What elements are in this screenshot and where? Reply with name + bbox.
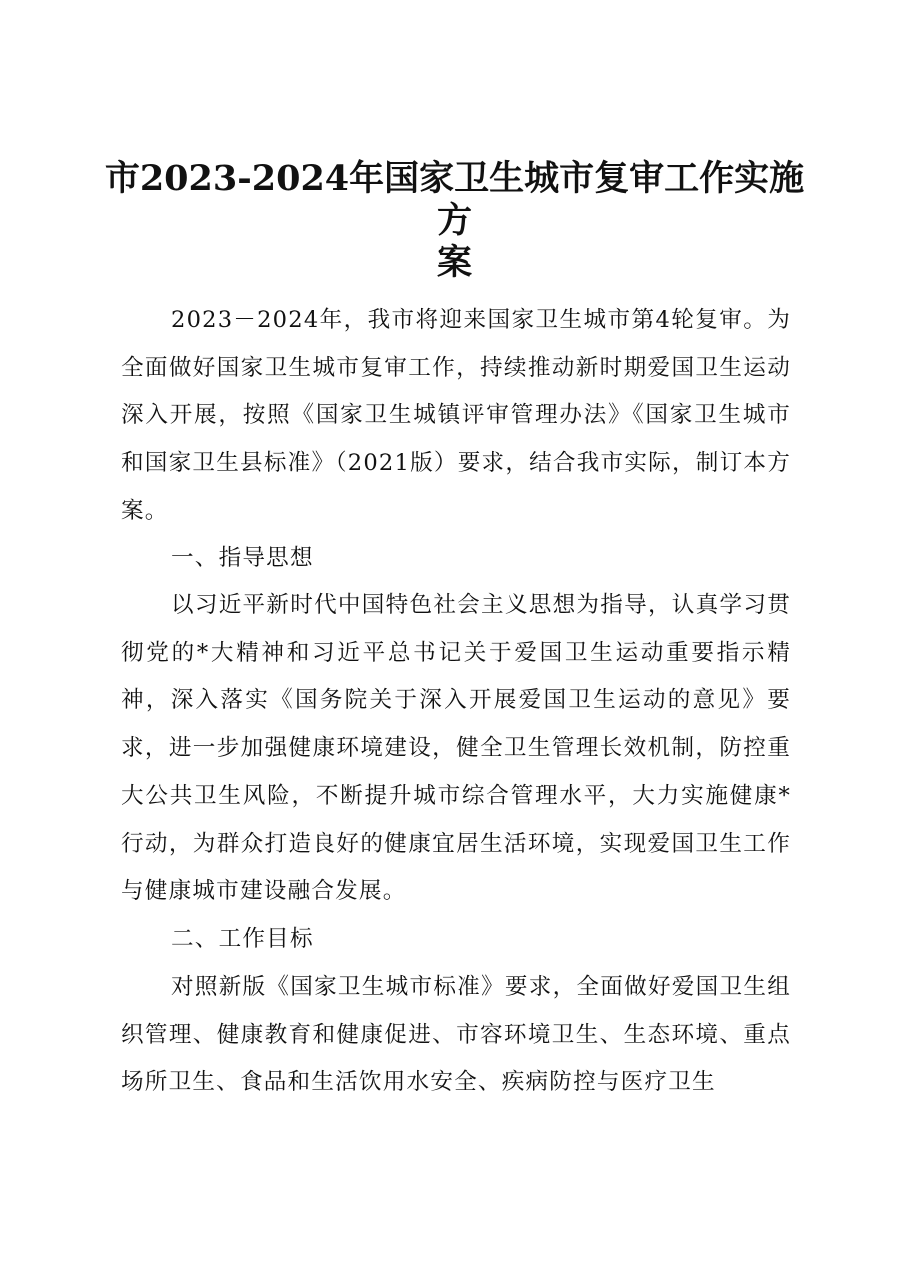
intro-paragraph: 2023－2024年，我市将迎来国家卫生城市第4轮复审。为全面做好国家卫生城市复审工作，持续推动新时期爱国卫生运动深入开展，按照《国家卫生城镇评审管理办法》《国家卫生城市和国家卫生县标准》（2021版）要求，结合我市实际，制订本方案。	[121, 307, 791, 524]
document-title	[100, 158, 809, 284]
section-2-paragraph: 对照新版《国家卫生城市标准》要求，全面做好爱国卫生组织管理、健康教育和健康促进、市容环境卫生、生态环境、重点场所卫生、食品和生活饮用水安全、疾病防控与医疗卫生	[121, 974, 791, 1096]
section-1-heading: 一、指导思想	[171, 545, 314, 571]
title-line-2: 案	[436, 242, 472, 283]
section-2-heading: 二、工作目标	[171, 926, 314, 952]
section-1-paragraph: 以习近平新时代中国特色社会主义思想为指导，认真学习贯彻党的*大精神和习近平总书记关于爱国卫生运动重要指示精神，深入落实《国务院关于深入开展爱国卫生运动的意见》要求，进一步加强健康环境建设，健全卫生管理长效机制，防控重大公共卫生风险，不断提升城市综合管理水平，大力实施健康*行动，为群众打造良好的健康宜居生活环境，实现爱国卫生工作与健康城市建设融合发展。	[121, 592, 791, 905]
title-line-1: 市2023-2024年国家卫生城市复审工作实施方	[104, 158, 805, 241]
